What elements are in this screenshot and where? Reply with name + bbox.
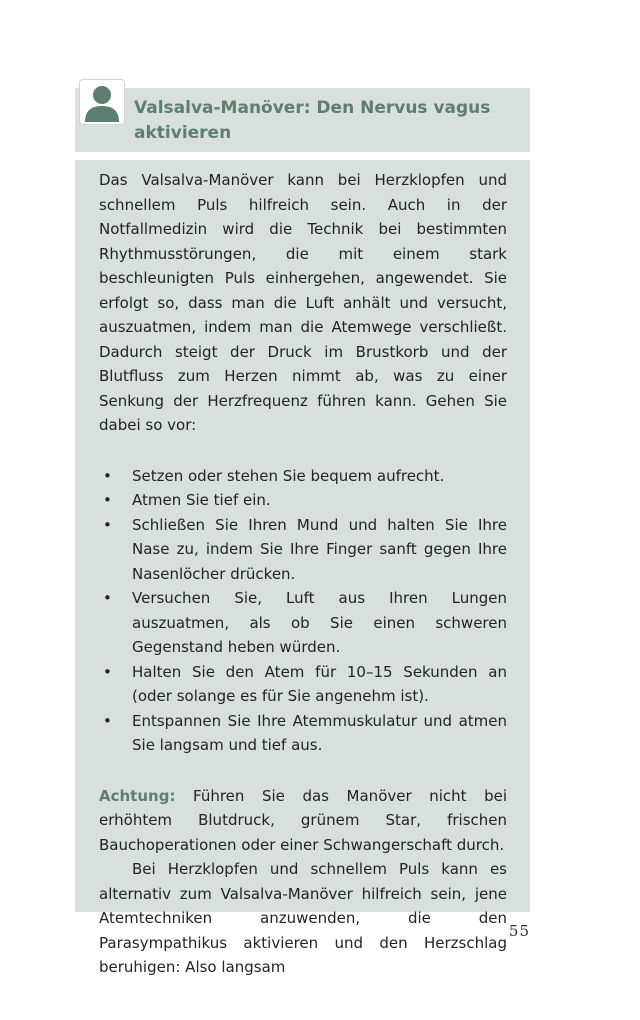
list-item bbox=[99, 660, 507, 709]
bullet-icon: • bbox=[103, 589, 112, 607]
step-text: Halten Sie den Atem für 10–15 Sekunden an (oder solange es für Sie angenehm ist). bbox=[132, 662, 507, 705]
step-text: Entspannen Sie Ihre Atemmuskulatur und atmen Sie langsam und tief aus. bbox=[132, 711, 507, 754]
step-text: Versuchen Sie, Luft aus Ihren Lungen auszuatmen, als ob Sie einen schweren Gegenstand heben würden. bbox=[132, 589, 507, 656]
bullet-icon: • bbox=[103, 711, 112, 730]
steps-list bbox=[99, 464, 507, 758]
list-item bbox=[99, 586, 507, 660]
warning-paragraph bbox=[99, 784, 507, 858]
intro-paragraph: Das Valsalva-Manöver kann bei Herzklopfen und schnellem Puls hilfreich sein. Auch in der Notfallmedizin wird die Technik bei bestimmten Rhythmusstörungen, die mit einem stark beschleunigten Puls einhergehen, angewendet. Sie erfolgt so, dass man die Luft anhält und versucht, auszuatmen, indem man die Atemwege verschließt. Dadurch steigt der Druck im Brustkorb und der Blutfluss zum Herzen nimmt ab, was zu einer Senkung der Herzfrequenz führen kann. Gehen Sie dabei so vor: bbox=[99, 171, 507, 434]
continuation-paragraph: Bei Herzklopfen und schnellem Puls kann es alternativ zum Valsalva-Manöver hilfreich sein, jene Atemtechniken anzuwenden, die den Parasympathikus aktivieren und den Herzschlag beruhigen: Also langsam bbox=[99, 860, 507, 976]
box-content bbox=[99, 168, 507, 980]
bullet-icon: • bbox=[103, 491, 112, 509]
warning-text: Führen Sie das Manöver nicht bei erhöhtem Blutdruck, grünem Star, frischen Bauchoperationen oder einer Schwangerschaft durch. bbox=[99, 786, 507, 854]
step-text: Schließen Sie Ihren Mund und halten Sie Ihre Nase zu, indem Sie Ihre Finger sanft gegen Ihre Nasenlöcher drücken. bbox=[132, 515, 507, 583]
page-number: 55 bbox=[508, 922, 530, 940]
bullet-icon: • bbox=[103, 466, 112, 485]
person-icon bbox=[80, 80, 124, 124]
list-item bbox=[99, 464, 507, 489]
bullet-icon: • bbox=[103, 662, 112, 681]
warning-label: Achtung: bbox=[99, 786, 176, 805]
step-text: Atmen Sie tief ein. bbox=[132, 491, 271, 509]
step-text: Setzen oder stehen Sie bequem aufrecht. bbox=[132, 466, 445, 485]
list-item bbox=[99, 513, 507, 587]
person-icon-graphic bbox=[80, 80, 124, 124]
section-title: Valsalva-Manöver: Den Nervus vagus aktivieren bbox=[134, 98, 491, 143]
bullet-icon: • bbox=[103, 515, 112, 534]
list-item bbox=[99, 488, 507, 513]
list-item bbox=[99, 709, 507, 758]
